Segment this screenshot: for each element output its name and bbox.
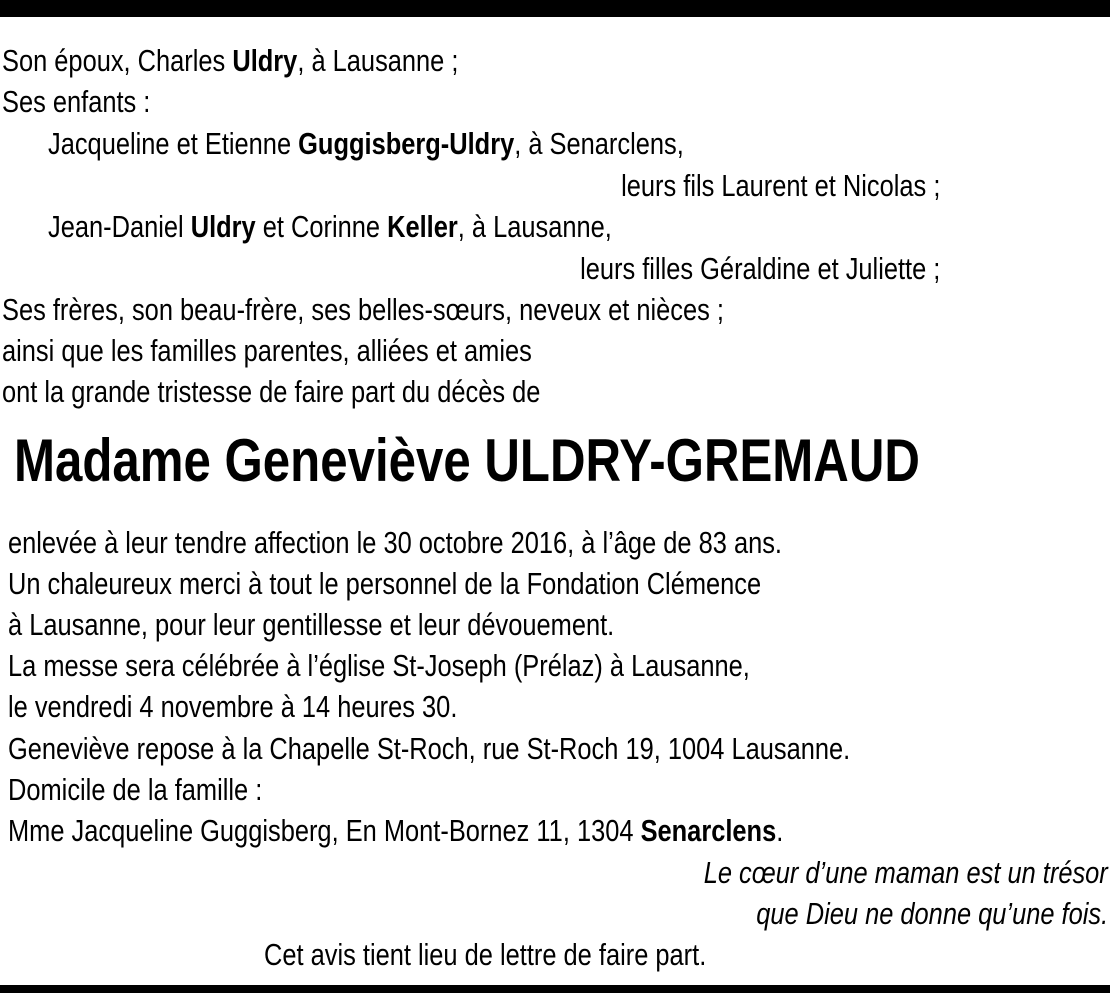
child1-suffix: , à Senarclens, bbox=[514, 126, 684, 161]
address-prefix: Mme Jacqueline Guggisberg, En Mont-Bornez 11, 1304 bbox=[8, 813, 641, 848]
child1-line1 bbox=[48, 123, 684, 165]
families-line: ainsi que les familles parentes, alliées et amies bbox=[2, 333, 532, 368]
body-line-4: La messe sera célébrée à l’église St-Joseph (Prélaz) à Lausanne, bbox=[8, 648, 750, 683]
body-line-6: Geneviève repose à la Chapelle St-Roch, rue St-Roch 19, 1004 Lausanne. bbox=[8, 731, 851, 766]
body-line-8 bbox=[8, 810, 783, 852]
child2-line2: leurs filles Géraldine et Juliette ; bbox=[579, 251, 940, 286]
quote-line-2: que Dieu ne donne qu’une fois. bbox=[756, 896, 1108, 931]
child2-name1: Uldry bbox=[190, 209, 256, 244]
child2-name2: Keller bbox=[387, 209, 458, 244]
top-rule bbox=[0, 0, 1110, 17]
child1-prefix: Jacqueline et Etienne bbox=[48, 126, 299, 161]
child2-prefix: Jean-Daniel bbox=[48, 209, 191, 244]
child2-suffix: , à Lausanne, bbox=[457, 209, 612, 244]
footer-note: Cet avis tient lieu de lettre de faire part. bbox=[264, 937, 707, 972]
body-line-5: le vendredi 4 novembre à 14 heures 30. bbox=[8, 689, 458, 724]
children-heading: Ses enfants : bbox=[2, 84, 151, 119]
spouse-line bbox=[2, 40, 458, 82]
child2-middle: et Corinne bbox=[255, 209, 388, 244]
child1-line2: leurs fils Laurent et Nicolas ; bbox=[620, 168, 940, 203]
spouse-suffix: , à Lausanne ; bbox=[297, 43, 459, 78]
bottom-rule bbox=[0, 985, 1110, 993]
deceased-name: Madame Geneviève ULDRY-GREMAUD bbox=[14, 427, 920, 494]
announce-line: ont la grande tristesse de faire part du décès de bbox=[2, 374, 541, 409]
spouse-name: Uldry bbox=[232, 43, 298, 78]
quote-line-1: Le cœur d’une maman est un trésor bbox=[703, 855, 1108, 890]
address-suffix: . bbox=[776, 813, 784, 848]
siblings-line: Ses frères, son beau-frère, ses belles-sœurs, neveux et nièces ; bbox=[2, 292, 724, 327]
child2-line1 bbox=[48, 206, 612, 248]
body-line-3: à Lausanne, pour leur gentillesse et leur dévouement. bbox=[8, 607, 615, 642]
body-line-7: Domicile de la famille : bbox=[8, 772, 263, 807]
body-line-2: Un chaleureux merci à tout le personnel de la Fondation Clémence bbox=[8, 566, 762, 601]
address-place: Senarclens bbox=[640, 813, 777, 848]
child1-name: Guggisberg-Uldry bbox=[298, 126, 515, 161]
spouse-prefix: Son époux, Charles bbox=[2, 43, 233, 78]
body-line-1: enlevée à leur tendre affection le 30 octobre 2016, à l’âge de 83 ans. bbox=[8, 525, 783, 560]
